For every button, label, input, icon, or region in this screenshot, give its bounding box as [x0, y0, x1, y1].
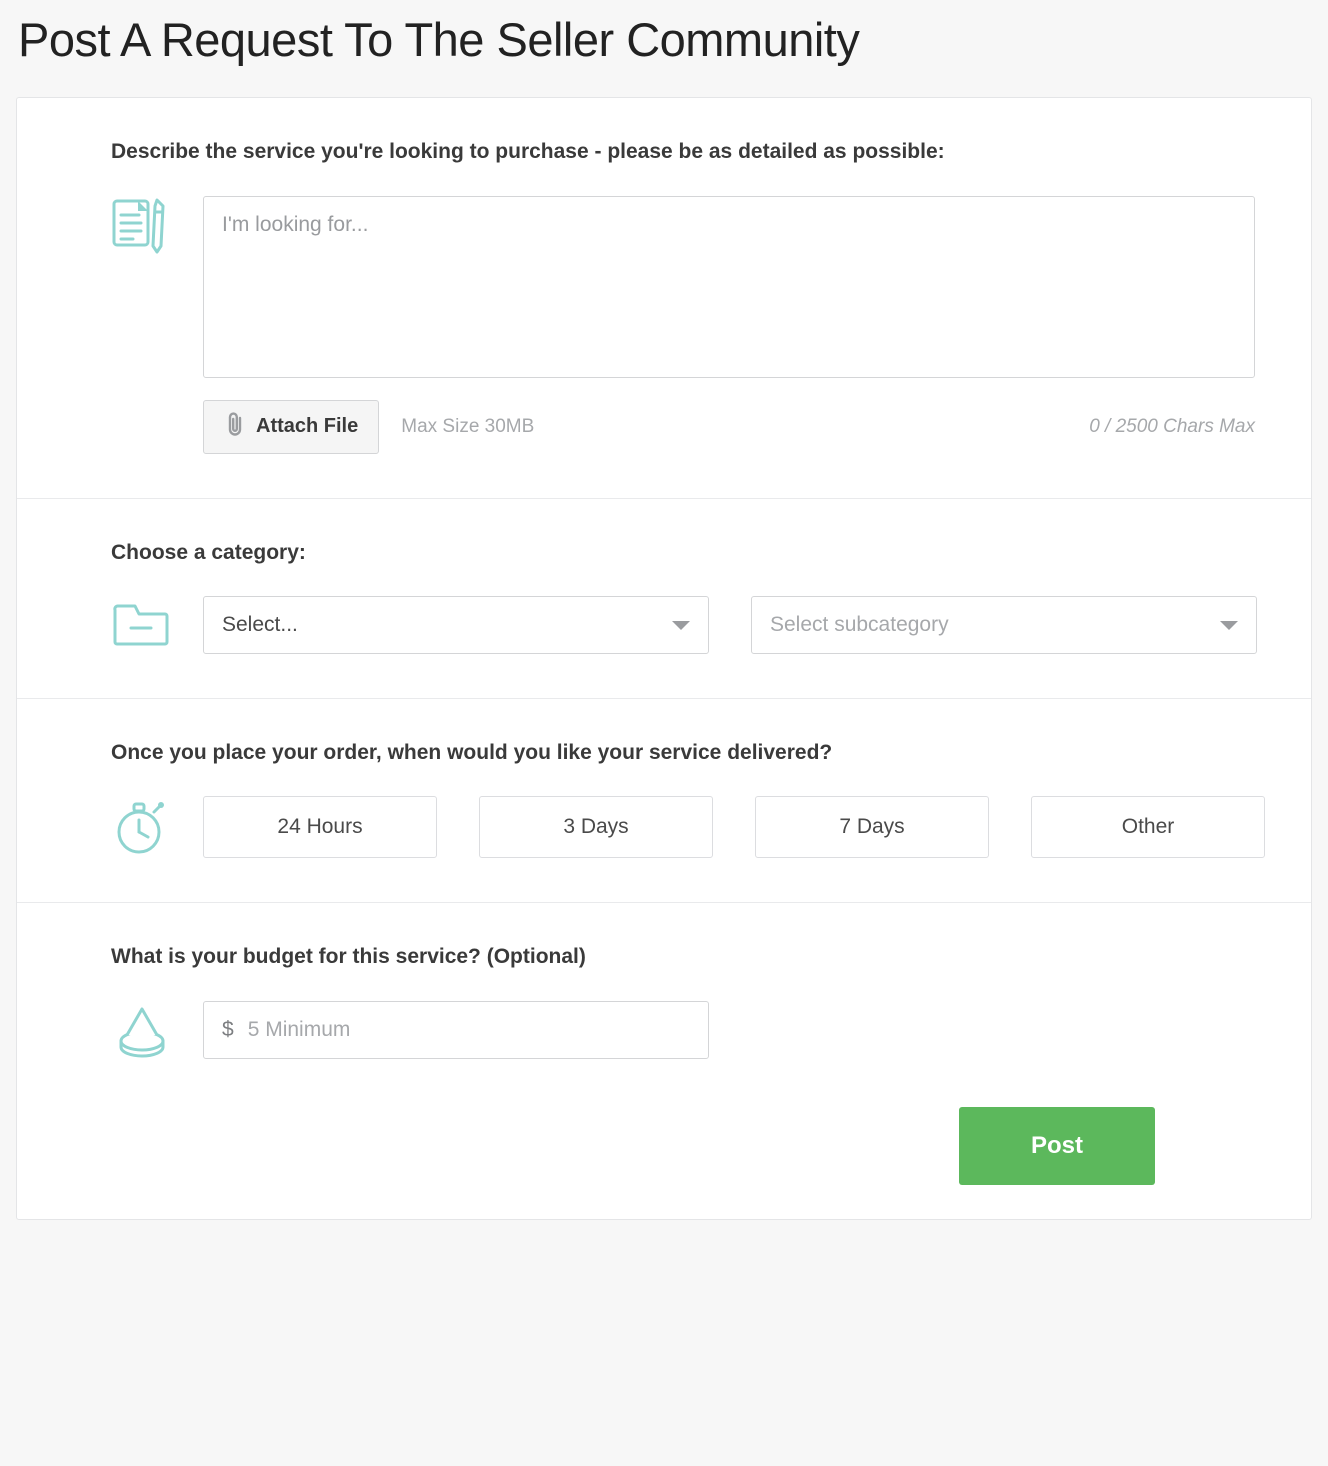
- delivery-label: Once you place your order, when would you like your service delivered?: [111, 741, 833, 765]
- attach-file-label: Attach File: [256, 415, 359, 438]
- category-select[interactable]: [203, 596, 709, 654]
- delivery-section: [17, 699, 1311, 903]
- char-counter: 0 / 2500 Chars Max: [1089, 415, 1255, 437]
- currency-symbol: $: [222, 1017, 234, 1041]
- stopwatch-icon: [111, 796, 203, 858]
- folder-icon: [111, 596, 203, 650]
- document-pencil-icon: [111, 196, 203, 260]
- describe-label: Describe the service you're looking to purchase - please be as detailed as possible:: [111, 140, 945, 164]
- request-form-card: [16, 97, 1312, 1219]
- budget-section: [17, 903, 1311, 1218]
- service-description-input[interactable]: [203, 196, 1255, 378]
- max-size-text: Max Size 30MB: [401, 415, 535, 437]
- chevron-down-icon: [672, 621, 690, 630]
- budget-label: What is your budget for this service? (Optional): [111, 945, 586, 969]
- paperclip-icon: [224, 411, 246, 443]
- page-title: Post A Request To The Seller Community: [18, 13, 860, 66]
- delivery-option-3-days[interactable]: 3 Days: [479, 796, 713, 858]
- delivery-option-other[interactable]: Other: [1031, 796, 1265, 858]
- attach-file-button[interactable]: [203, 400, 379, 454]
- subcategory-select-wrapper[interactable]: [751, 596, 1257, 654]
- subcategory-select[interactable]: [751, 596, 1257, 654]
- category-label: Choose a category:: [111, 540, 306, 564]
- subcategory-select-value: Select subcategory: [770, 613, 949, 637]
- category-select-value: Select...: [222, 613, 298, 637]
- coins-icon: [111, 1001, 203, 1061]
- category-select-wrapper[interactable]: [203, 596, 709, 654]
- budget-input-wrapper[interactable]: [203, 1001, 709, 1059]
- category-section: [17, 499, 1311, 699]
- post-button[interactable]: Post: [959, 1107, 1155, 1185]
- budget-input[interactable]: [246, 1017, 690, 1043]
- chevron-down-icon: [1220, 621, 1238, 630]
- delivery-option-7-days[interactable]: 7 Days: [755, 796, 989, 858]
- delivery-option-24-hours[interactable]: 24 Hours: [203, 796, 437, 858]
- describe-section: [17, 98, 1311, 498]
